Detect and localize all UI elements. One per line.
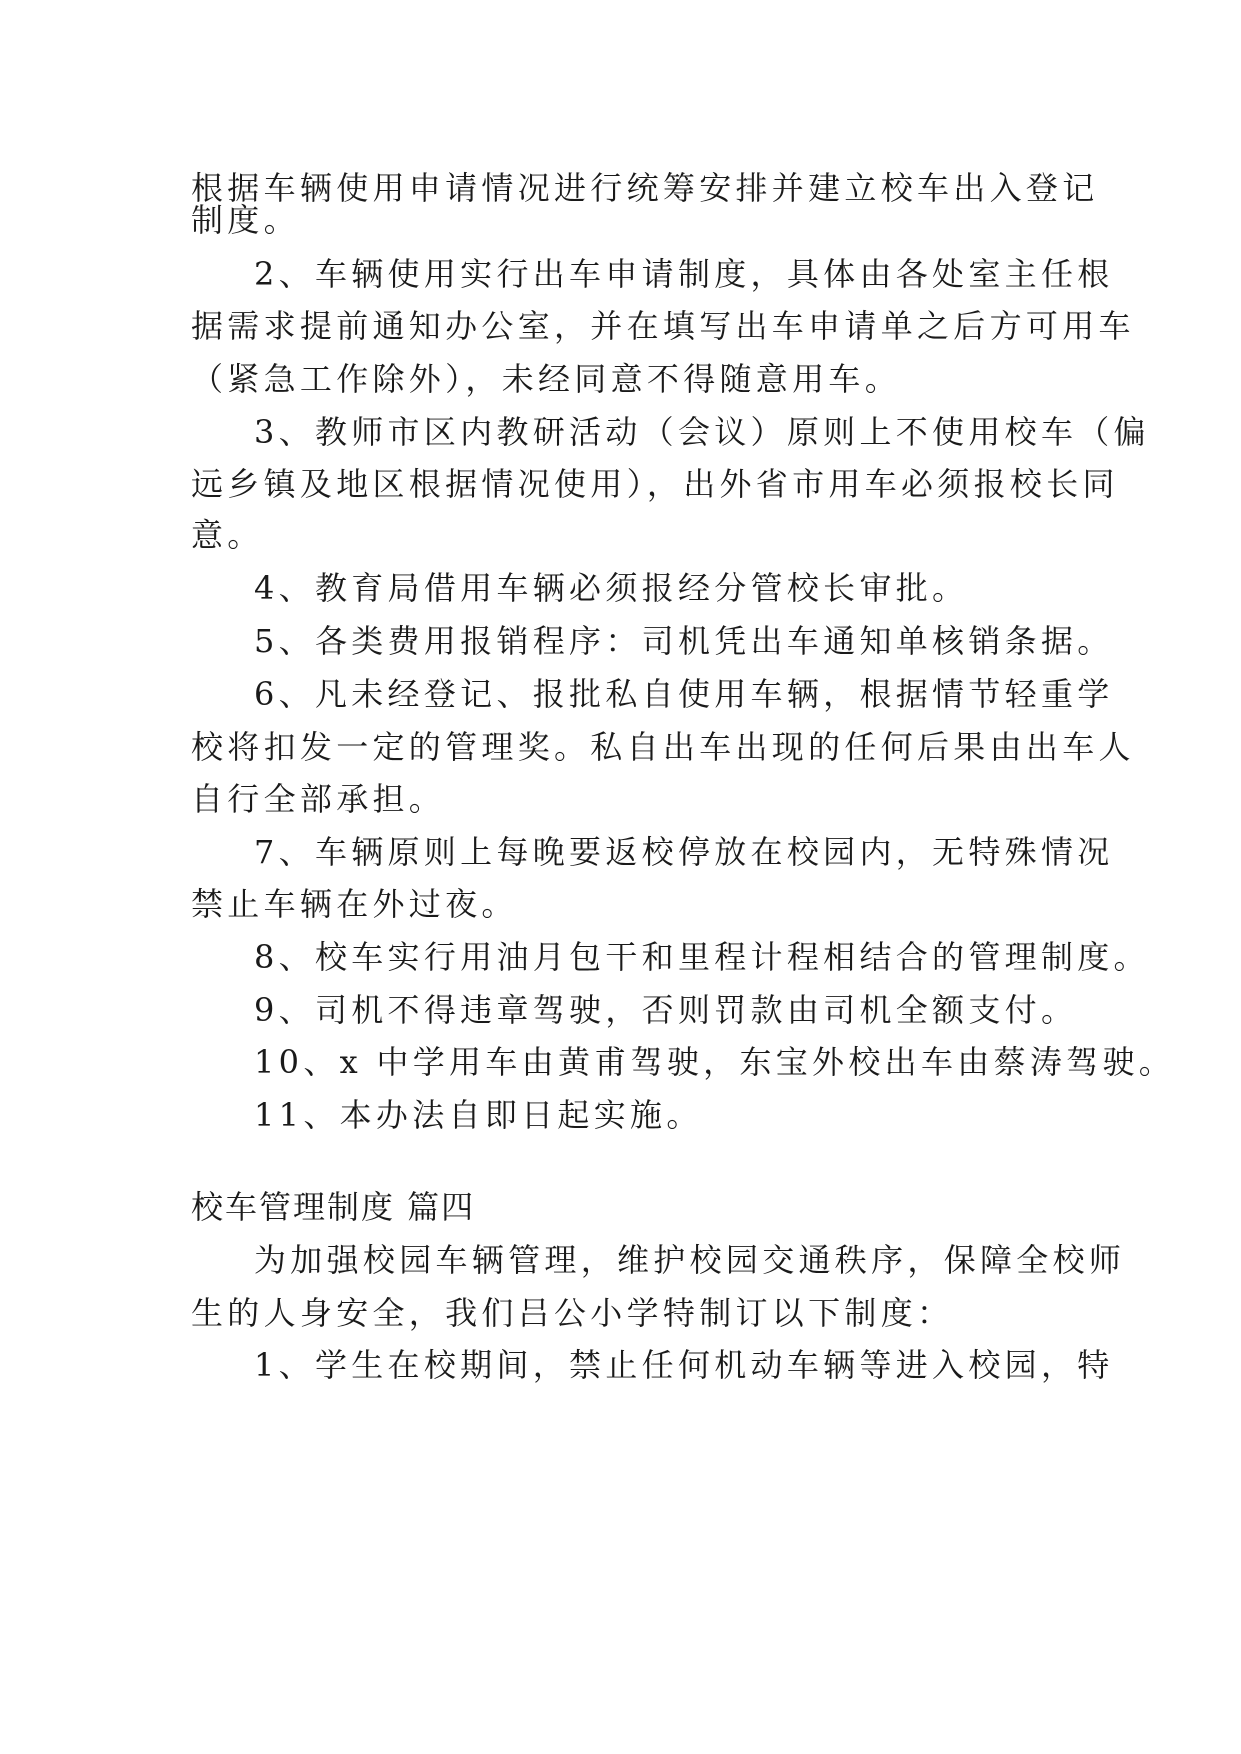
paragraph-line: 7、车辆原则上每晚要返校停放在校园内，无特殊情况 [254, 833, 1114, 871]
paragraph-line: 5、各类费用报销程序：司机凭出车通知单核销条据。 [254, 622, 1114, 660]
paragraph-line: 9、司机不得违章驾驶，否则罚款由司机全额支付。 [254, 991, 1078, 1029]
paragraph-line: 为加强校园车辆管理，维护校园交通秩序，保障全校师 [254, 1241, 1126, 1279]
paragraph-line: 根据车辆使用申请情况进行统筹安排并建立校车出入登记 [191, 169, 1099, 207]
paragraph-line: 2、车辆使用实行出车申请制度，具体由各处室主任根 [254, 255, 1114, 293]
paragraph-line: 校将扣发一定的管理奖。私自出车出现的任何后果由出车人 [191, 728, 1135, 766]
paragraph-line: 意。 [191, 516, 264, 554]
paragraph-line: （紧急工作除外），未经同意不得随意用车。 [191, 360, 902, 398]
paragraph-line: 制度。 [191, 201, 300, 239]
paragraph-line: 6、凡未经登记、报批私自使用车辆，根据情节轻重学 [254, 675, 1114, 713]
paragraph-line: 10、x 中学用车由黄甫驾驶，东宝外校出车由蔡涛驾驶。 [254, 1043, 1176, 1081]
paragraph-line: 1、学生在校期间，禁止任何机动车辆等进入校园，特 [254, 1346, 1114, 1384]
paragraph-line: 远乡镇及地区根据情况使用），出外省市用车必须报校长同 [191, 465, 1119, 503]
paragraph-line: 4、教育局借用车辆必须报经分管校长审批。 [254, 569, 969, 607]
paragraph-line: 禁止车辆在外过夜。 [191, 885, 518, 923]
paragraph-line: 生的人身安全，我们吕公小学特制订以下制度： [191, 1294, 954, 1332]
paragraph-line: 11、本办法自即日起实施。 [254, 1096, 703, 1134]
paragraph-line: 据需求提前通知办公室，并在填写出车申请单之后方可用车 [191, 307, 1135, 345]
paragraph-line: 8、校车实行用油月包干和里程计程相结合的管理制度。 [254, 938, 1150, 976]
section-heading: 校车管理制度 篇四 [191, 1188, 476, 1226]
paragraph-line: 自行全部承担。 [191, 780, 446, 818]
paragraph-line: 3、教师市区内教研活动（会议）原则上不使用校车（偏 [254, 413, 1150, 451]
